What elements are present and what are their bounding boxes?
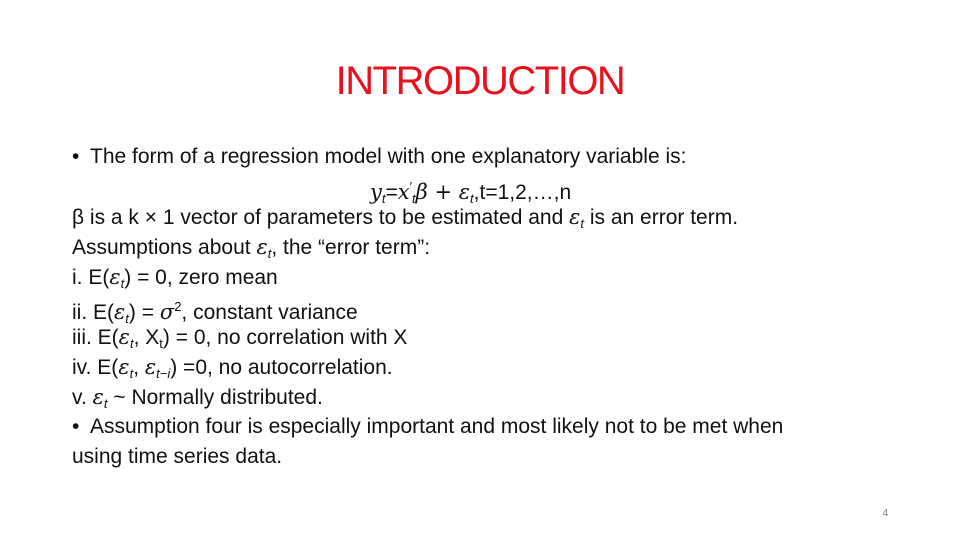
bullet-icon: • xyxy=(72,145,80,168)
bullet-line-assumption-four xyxy=(72,412,892,442)
assumption-5: v. $\varepsilon_t$ ~ Normally distributed. xyxy=(72,385,323,411)
slide-title: INTRODUCTION xyxy=(335,59,625,103)
page-number: 4 xyxy=(882,508,888,519)
assumption-3: iii. $E(\varepsilon_t$, $X_t) = 0$, no correlation with X xyxy=(72,325,408,351)
time-series-text: using time series data. xyxy=(72,445,283,468)
model-form-text: The form of a regression model with one explanatory variable is: xyxy=(90,145,687,168)
bullet-icon: • xyxy=(72,415,80,438)
regression-equation: $y_t=x'_t\beta$ + $\varepsilon_t,t=1,2,\dots,n$ xyxy=(370,179,572,206)
slide-body xyxy=(72,142,892,472)
assumption-2: ii. $E(\varepsilon_t) = \sigma^2$, constant variance xyxy=(72,299,358,326)
assumptions-heading: Assumptions about $\varepsilon_t$, the “error term”: xyxy=(72,235,431,261)
assumption-1: i. $E(\varepsilon_t) = 0$, zero mean xyxy=(72,265,278,291)
assumption-4: iv. $E(\varepsilon_t$, $\varepsilon_{t-i}) =0$, no autocorrelation. xyxy=(72,355,393,381)
assumption-four-text: Assumption four is especially important and most likely not to be met when xyxy=(90,415,784,438)
beta-description: β is a k × 1 vector of parameters to be estimated and $\varepsilon_t$ is an error term. xyxy=(72,205,739,231)
bullet-line-model-form xyxy=(72,142,892,172)
